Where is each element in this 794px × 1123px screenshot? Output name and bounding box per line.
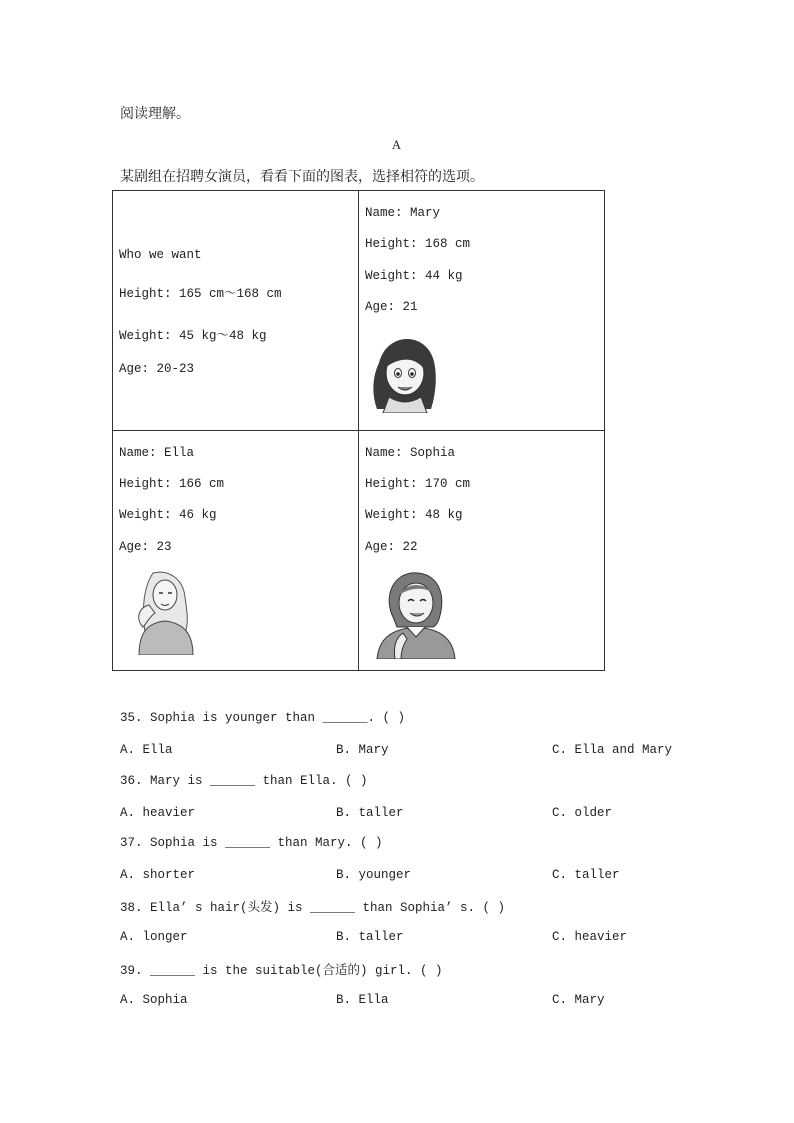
option-b[interactable]: B. taller <box>336 930 404 944</box>
option-a[interactable]: A. heavier <box>120 806 196 820</box>
requirements-title: Who we want <box>119 248 202 262</box>
option-c[interactable]: C. heavier <box>552 930 628 944</box>
candidate-age: Age: 22 <box>365 540 418 554</box>
casting-table <box>112 190 605 671</box>
question-36: 36. Mary is ______ than Ella. ( ) <box>120 774 368 788</box>
ella-portrait-image <box>125 567 203 655</box>
option-a[interactable]: A. shorter <box>120 868 196 882</box>
question-38: 38. Ella’ s hair(头发) is ______ than Sophia’ s. ( ) <box>120 901 506 915</box>
requirements-age: Age: 20-23 <box>119 362 195 376</box>
candidate-cell-sophia <box>359 431 605 671</box>
option-a[interactable]: A. longer <box>120 930 188 944</box>
option-a[interactable]: A. Ella <box>120 743 173 757</box>
candidate-name: Name: Sophia <box>365 446 456 460</box>
option-c[interactable]: C. older <box>552 806 613 820</box>
candidate-height: Height: 168 cm <box>365 237 471 251</box>
candidate-weight: Weight: 46 kg <box>119 508 217 522</box>
intro-heading: 阅读理解。 <box>120 106 190 122</box>
candidate-height: Height: 170 cm <box>365 477 471 491</box>
candidate-name: Name: Ella <box>119 446 195 460</box>
section-label: A <box>392 138 402 152</box>
question-35: 35. Sophia is younger than ______. ( ) <box>120 711 406 725</box>
option-b[interactable]: B. taller <box>336 806 404 820</box>
question-39: 39. ______ is the suitable(合适的) girl. ( ) <box>120 964 443 978</box>
candidate-height: Height: 166 cm <box>119 477 225 491</box>
option-c[interactable]: C. Mary <box>552 993 605 1007</box>
sophia-portrait-image <box>371 565 461 659</box>
requirements-weight: Weight: 45 kg～48 kg <box>119 329 267 343</box>
instruction-text: 某剧组在招聘女演员，看看下面的图表，选择相符的选项。 <box>120 169 484 185</box>
candidate-age: Age: 21 <box>365 300 418 314</box>
requirements-height: Height: 165 cm～168 cm <box>119 287 282 301</box>
mary-portrait-image <box>367 333 441 413</box>
requirements-cell <box>113 191 359 431</box>
option-b[interactable]: B. Ella <box>336 993 389 1007</box>
candidate-cell-mary <box>359 191 605 431</box>
option-b[interactable]: B. younger <box>336 868 412 882</box>
candidate-weight: Weight: 44 kg <box>365 269 463 283</box>
option-b[interactable]: B. Mary <box>336 743 389 757</box>
candidate-age: Age: 23 <box>119 540 172 554</box>
option-a[interactable]: A. Sophia <box>120 993 188 1007</box>
candidate-weight: Weight: 48 kg <box>365 508 463 522</box>
candidate-cell-ella <box>113 431 359 671</box>
option-c[interactable]: C. Ella and Mary <box>552 743 673 757</box>
question-37: 37. Sophia is ______ than Mary. ( ) <box>120 836 383 850</box>
option-c[interactable]: C. taller <box>552 868 620 882</box>
candidate-name: Name: Mary <box>365 206 441 220</box>
